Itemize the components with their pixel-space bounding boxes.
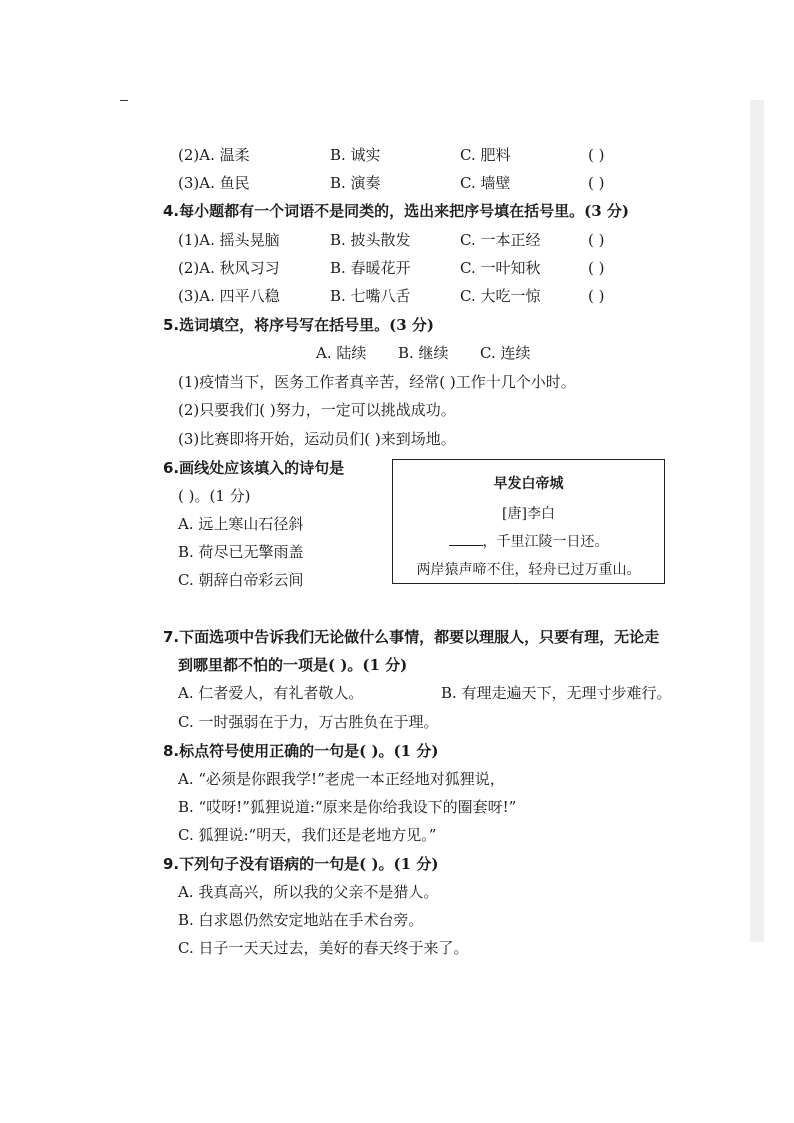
q4-row3-option-b: B. 七嘴八舌: [330, 287, 411, 305]
q5-item-2: (2)只要我们( )努力，一定可以挑战成功。: [178, 401, 456, 419]
q3-row2-option-c: C. 肥料: [460, 146, 511, 164]
q4-row1-answer-paren[interactable]: ( ): [588, 231, 605, 249]
poem-line-1-text: ，千里江陵一日还。: [482, 534, 609, 550]
poem-line-1: [393, 531, 664, 551]
q8-number: 8.: [163, 742, 180, 760]
q3-row2-option-b: B. 诚实: [330, 146, 381, 164]
q9-option-b: B. 白求恩仍然安定地站在手术台旁。: [178, 911, 424, 929]
q6-option-b: B. 荷尽已无擎雨盖: [178, 543, 304, 561]
corner-mark: [120, 100, 128, 101]
q8-option-a: A. “必须是你跟我学!”老虎一本正经地对狐狸说，: [178, 770, 505, 788]
poem-blank-underline[interactable]: [449, 545, 483, 546]
q3-row2-option-a: (2)A. 温柔: [178, 146, 250, 164]
q5-item-3: (3)比赛即将开始，运动员们( )来到场地。: [178, 430, 456, 448]
poem-line-2: 两岸猿声啼不住，轻舟已过万重山。: [416, 562, 641, 578]
q4-row3-answer-paren[interactable]: ( ): [588, 287, 605, 305]
q7-option-b: B. 有理走遍天下，无理寸步难行。: [441, 684, 672, 702]
q9-number: 9.: [163, 855, 180, 873]
q3-row3-option-a: (3)A. 鱼民: [178, 174, 250, 192]
q6-number: 6.: [163, 459, 180, 477]
q4-row2-option-b: B. 春暖花开: [330, 259, 411, 277]
q3-row2-answer-paren[interactable]: ( ): [588, 146, 605, 164]
q5-stem-text: 选词填空，将序号写在括号里。(3 分): [179, 316, 434, 334]
q4-row2-answer-paren[interactable]: ( ): [588, 259, 605, 277]
q4-stem: [163, 201, 629, 221]
q6-option-c: C. 朝辞白帝彩云间: [178, 571, 304, 589]
q5-number: 5.: [163, 316, 180, 334]
q9-option-a: A. 我真高兴，所以我的父亲不是猎人。: [178, 883, 439, 901]
q3-row3-option-c: C. 墙壁: [460, 174, 511, 192]
q5-item-1: (1)疫情当下，医务工作者真辛苦，经常( )工作十几个小时。: [178, 373, 576, 391]
q3-row3-answer-paren[interactable]: ( ): [588, 174, 605, 192]
q7-stem-text: 下面选项中告诉我们无论做什么事情，都要以理服人，只要有理，无论走: [179, 628, 660, 646]
poem-title: 早发白帝城: [493, 476, 564, 492]
q4-row1-option-c: C. 一本正经: [460, 231, 541, 249]
q4-row3-option-c: C. 大吃一惊: [460, 287, 541, 305]
q5-stem: [163, 315, 434, 335]
q4-stem-text: 每小题都有一个词语不是同类的，选出来把序号填在括号里。(3 分): [179, 202, 629, 220]
q7-stem-cont: 到哪里都不怕的一项是( )。(1 分): [178, 656, 408, 674]
q6-stem-answer: ( )。(1 分): [178, 487, 251, 505]
q4-number: 4.: [163, 202, 180, 220]
q7-stem: [163, 627, 659, 647]
q4-row1-option-a: (1)A. 摇头晃脑: [178, 231, 280, 249]
q8-stem: [163, 741, 438, 761]
poem-author: [唐]李白: [502, 506, 555, 522]
q5-choice-a: A. 陆续: [316, 344, 367, 362]
page-edge-shadow: [750, 100, 764, 942]
q5-choice-b: B. 继续: [398, 344, 449, 362]
q4-row2-option-a: (2)A. 秋风习习: [178, 259, 280, 277]
q6-option-a: A. 远上寒山石径斜: [178, 515, 304, 533]
q9-option-c: C. 日子一天天过去，美好的春天终于来了。: [178, 939, 469, 957]
q8-option-c: C. 狐狸说:“明天，我们还是老地方见。”: [178, 826, 437, 844]
q9-stem-text: 下列句子没有语病的一句是( )。(1 分): [179, 855, 439, 873]
q5-choice-c: C. 连续: [480, 344, 531, 362]
q4-row1-option-b: B. 披头散发: [330, 231, 411, 249]
q6-stem: [163, 458, 344, 478]
q4-row2-option-c: C. 一叶知秋: [460, 259, 541, 277]
q3-row3-option-b: B. 演奏: [330, 174, 381, 192]
q7-number: 7.: [163, 628, 180, 646]
q8-stem-text: 标点符号使用正确的一句是( )。(1 分): [179, 742, 439, 760]
q7-option-a: A. 仁者爱人，有礼者敬人。: [178, 684, 364, 702]
q9-stem: [163, 854, 438, 874]
q4-row3-option-a: (3)A. 四平八稳: [178, 287, 280, 305]
q8-option-b: B. “哎呀!”狐狸说道:“原来是你给我设下的圈套呀!”: [178, 798, 517, 816]
q6-stem-text: 画线处应该填入的诗句是: [179, 459, 345, 477]
q7-option-c: C. 一时强弱在于力，万古胜负在于理。: [178, 713, 439, 731]
poem-box: [392, 459, 665, 584]
